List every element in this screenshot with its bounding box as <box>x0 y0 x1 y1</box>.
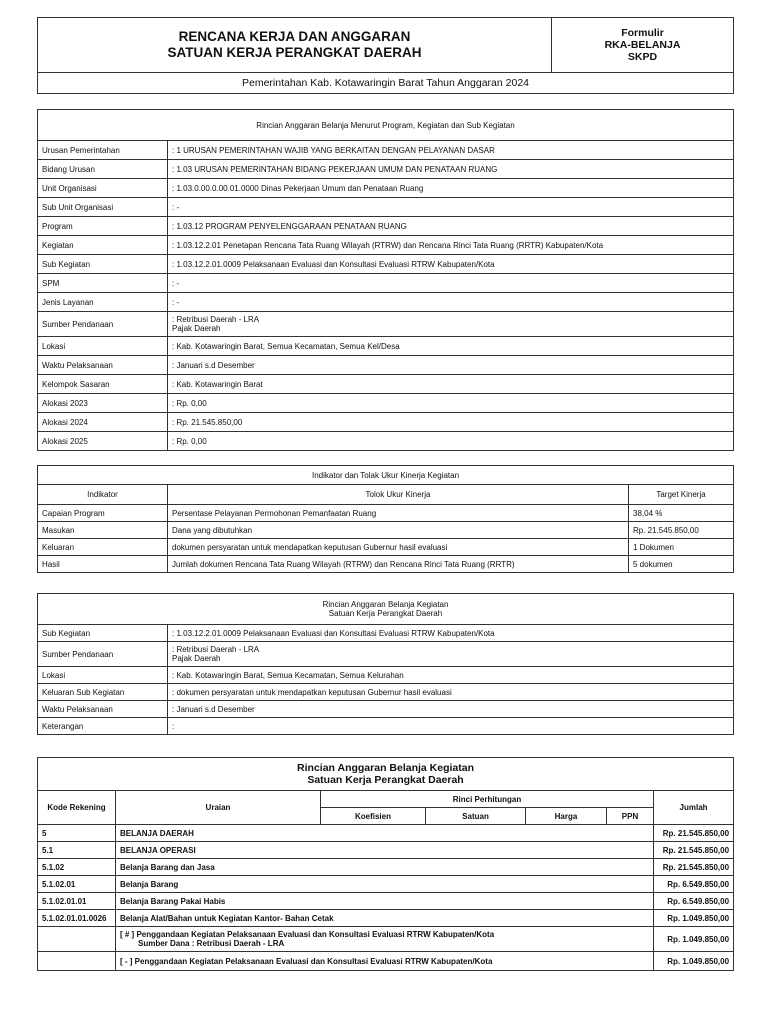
detail-value-line-1: : Retribusi Daerah - LRA <box>172 645 260 654</box>
detail-row <box>38 718 734 735</box>
budget-uraian: BELANJA DAERAH <box>116 825 654 842</box>
detail-row <box>38 236 734 255</box>
detail-row <box>38 337 734 356</box>
detail-row <box>38 179 734 198</box>
section-title-line-2: Satuan Kerja Perangkat Daerah <box>328 609 443 618</box>
detail-value: : Januari s.d Desember <box>168 356 734 375</box>
detail-row <box>38 217 734 236</box>
detail-label: Sub Kegiatan <box>38 255 168 274</box>
detail-row <box>38 375 734 394</box>
column-satuan: Satuan <box>426 808 526 825</box>
detail-row <box>38 312 734 337</box>
detail-value: : - <box>168 293 734 312</box>
detail-label: Alokasi 2024 <box>38 413 168 432</box>
detail-row <box>38 198 734 217</box>
budget-title-line-2: Satuan Kerja Perangkat Daerah <box>307 774 464 786</box>
budget-row <box>38 859 734 876</box>
budget-jumlah: Rp. 6.549.850,00 <box>654 876 734 893</box>
budget-row <box>38 876 734 893</box>
group-line-1: [ # ] Penggandaan Kegiatan Pelaksanaan Evaluasi dan Konsultasi Evaluasi RTRW Kabupaten/Kota <box>120 930 495 939</box>
detail-label: Urusan Pemerintahan <box>38 141 168 160</box>
detail-label: Waktu Pelaksanaan <box>38 701 168 718</box>
column-ppn: PPN <box>607 808 654 825</box>
budget-row <box>38 893 734 910</box>
indicator-row <box>38 539 734 556</box>
section-title-line-1: Rincian Anggaran Belanja Kegiatan <box>322 600 449 609</box>
column-header: Target Kinerja <box>629 485 734 505</box>
form-line-2: RKA-BELANJA <box>604 39 681 51</box>
indicator-row <box>38 556 734 573</box>
detail-label: Jenis Layanan <box>38 293 168 312</box>
column-kode: Kode Rekening <box>38 791 116 825</box>
budget-row <box>38 910 734 927</box>
detail-row <box>38 274 734 293</box>
budget-group-kode <box>38 952 116 971</box>
detail-row <box>38 684 734 701</box>
budget-row <box>38 825 734 842</box>
indicator-target: 1 Dokumen <box>629 539 734 556</box>
form-line-3: SKPD <box>627 51 658 63</box>
detail-label: Sumber Pendanaan <box>38 642 168 667</box>
form-header <box>37 17 734 94</box>
budget-title-line-1: Rincian Anggaran Belanja Kegiatan <box>297 762 475 774</box>
indicator-indikator: Hasil <box>38 556 168 573</box>
detail-value: : - <box>168 198 734 217</box>
budget-group-uraian <box>116 927 654 952</box>
column-harga: Harga <box>526 808 607 825</box>
detail-label: Unit Organisasi <box>38 179 168 198</box>
detail-value: : Kab. Kotawaringin Barat, Semua Kecamatan, Semua Kel/Desa <box>168 337 734 356</box>
detail-value: : 1.03.12.2.01.0009 Pelaksanaan Evaluasi dan Konsultasi Evaluasi RTRW Kabupaten/Kota <box>168 625 734 642</box>
detail-label: Lokasi <box>38 667 168 684</box>
detail-row <box>38 293 734 312</box>
detail-value-line-2: Pajak Daerah <box>172 324 221 333</box>
indicator-target: 38,04 % <box>629 505 734 522</box>
detail-value: : Kab. Kotawaringin Barat <box>168 375 734 394</box>
detail-row <box>38 394 734 413</box>
detail-row <box>38 701 734 718</box>
budget-row <box>38 842 734 859</box>
detail-value: : 1.03 URUSAN PEMERINTAHAN BIDANG PEKERJAAN UMUM DAN PENATAAN RUANG <box>168 160 734 179</box>
detail-label: Alokasi 2025 <box>38 432 168 451</box>
detail-label: Kegiatan <box>38 236 168 255</box>
indicator-tolok: Jumlah dokumen Rencana Tata Ruang Wilayah (RTRW) dan Rencana Rinci Tata Ruang (RRTR) <box>168 556 629 573</box>
budget-group-uraian: [ - ] Penggandaan Kegiatan Pelaksanaan Evaluasi dan Konsultasi Evaluasi RTRW Kabupaten/Kota <box>116 952 654 971</box>
detail-row <box>38 255 734 274</box>
indicator-tolok: Persentase Pelayanan Permohonan Pemanfaatan Ruang <box>168 505 629 522</box>
section-title: Rincian Anggaran Belanja Menurut Program, Kegiatan dan Sub Kegiatan <box>38 110 734 141</box>
column-uraian: Uraian <box>116 791 321 825</box>
detail-value: : - <box>168 274 734 293</box>
budget-group-jumlah: Rp. 1.049.850,00 <box>654 952 734 971</box>
title-line-1: RENCANA KERJA DAN ANGGARAN <box>178 29 411 44</box>
detail-value: : dokumen persyaratan untuk mendapatkan keputusan Gubernur hasil evaluasi <box>168 684 734 701</box>
indicator-row <box>38 505 734 522</box>
detail-label: Sub Kegiatan <box>38 625 168 642</box>
indicator-target: 5 dokumen <box>629 556 734 573</box>
indicator-target: Rp. 21.545.850,00 <box>629 522 734 539</box>
column-koefisien: Koefisien <box>321 808 426 825</box>
detail-value <box>168 312 734 337</box>
budget-kode: 5 <box>38 825 116 842</box>
detail-value-line-2: Pajak Daerah <box>172 654 221 663</box>
detail-label: Sumber Pendanaan <box>38 312 168 337</box>
detail-label: Keluaran Sub Kegiatan <box>38 684 168 701</box>
budget-group-kode <box>38 927 116 952</box>
detail-label: Program <box>38 217 168 236</box>
detail-value: : <box>168 718 734 735</box>
section-title: Indikator dan Tolak Ukur Kinerja Kegiatan <box>38 466 734 485</box>
form-line-1: Formulir <box>621 27 664 39</box>
detail-label: Waktu Pelaksanaan <box>38 356 168 375</box>
detail-row <box>38 160 734 179</box>
budget-jumlah: Rp. 6.549.850,00 <box>654 893 734 910</box>
budget-jumlah: Rp. 21.545.850,00 <box>654 825 734 842</box>
budget-title <box>38 758 734 791</box>
detail-value: : Januari s.d Desember <box>168 701 734 718</box>
detail-row <box>38 356 734 375</box>
title-line-2: SATUAN KERJA PERANGKAT DAERAH <box>167 45 422 60</box>
budget-table <box>37 757 734 971</box>
budget-kode: 5.1.02.01.01.0026 <box>38 910 116 927</box>
budget-uraian: BELANJA OPERASI <box>116 842 654 859</box>
detail-label: SPM <box>38 274 168 293</box>
detail-row <box>38 413 734 432</box>
budget-jumlah: Rp. 21.545.850,00 <box>654 842 734 859</box>
group-line-2: Sumber Dana : Retribusi Daerah - LRA <box>138 939 285 948</box>
detail-label: Bidang Urusan <box>38 160 168 179</box>
detail-value <box>168 642 734 667</box>
budget-kode: 5.1.02.01.01 <box>38 893 116 910</box>
detail-label: Lokasi <box>38 337 168 356</box>
indicator-tolok: Dana yang dibutuhkan <box>168 522 629 539</box>
program-detail-table <box>37 109 734 451</box>
column-header: Tolok Ukur Kinerja <box>168 485 629 505</box>
detail-value: : 1.03.0.00.0.00.01.0000 Dinas Pekerjaan Umum dan Penataan Ruang <box>168 179 734 198</box>
detail-label: Sub Unit Organisasi <box>38 198 168 217</box>
detail-value: : 1.03.12.2.01 Penetapan Rencana Tata Ruang Wilayah (RTRW) dan Rencana Rinci Tata Ruang (RRTR) Kabupaten/Kota <box>168 236 734 255</box>
indicator-indikator: Keluaran <box>38 539 168 556</box>
detail-row <box>38 141 734 160</box>
form-code <box>552 18 734 73</box>
activity-detail-table <box>37 593 734 735</box>
detail-row <box>38 642 734 667</box>
budget-uraian: Belanja Alat/Bahan untuk Kegiatan Kantor- Bahan Cetak <box>116 910 654 927</box>
budget-jumlah: Rp. 21.545.850,00 <box>654 859 734 876</box>
budget-kode: 5.1 <box>38 842 116 859</box>
detail-value-line-1: : Retribusi Daerah - LRA <box>172 315 260 324</box>
detail-value: : Rp. 0,00 <box>168 394 734 413</box>
indicator-indikator: Masukan <box>38 522 168 539</box>
detail-row <box>38 625 734 642</box>
detail-value: : Rp. 21.545.850,00 <box>168 413 734 432</box>
section-title <box>38 594 734 625</box>
column-jumlah: Jumlah <box>654 791 734 825</box>
detail-value: : 1.03.12.2.01.0009 Pelaksanaan Evaluasi dan Konsultasi Evaluasi RTRW Kabupaten/Kota <box>168 255 734 274</box>
detail-value: : 1.03.12 PROGRAM PENYELENGGARAAN PENATAAN RUANG <box>168 217 734 236</box>
budget-uraian: Belanja Barang dan Jasa <box>116 859 654 876</box>
detail-row <box>38 667 734 684</box>
detail-label: Alokasi 2023 <box>38 394 168 413</box>
detail-label: Keterangan <box>38 718 168 735</box>
detail-row <box>38 432 734 451</box>
budget-group-jumlah: Rp. 1.049.850,00 <box>654 927 734 952</box>
column-header: Indikator <box>38 485 168 505</box>
detail-value: : Kab. Kotawaringin Barat, Semua Kecamatan, Semua Kelurahan <box>168 667 734 684</box>
budget-jumlah: Rp. 1.049.850,00 <box>654 910 734 927</box>
detail-value: : 1 URUSAN PEMERINTAHAN WAJIB YANG BERKAITAN DENGAN PELAYANAN DASAR <box>168 141 734 160</box>
document-title <box>38 18 552 73</box>
column-rinci: Rinci Perhitungan <box>321 791 654 808</box>
budget-uraian: Belanja Barang Pakai Habis <box>116 893 654 910</box>
indicator-row <box>38 522 734 539</box>
indicator-indikator: Capaian Program <box>38 505 168 522</box>
detail-value: : Rp. 0,00 <box>168 432 734 451</box>
detail-label: Kelompok Sasaran <box>38 375 168 394</box>
government-line: Pemerintahan Kab. Kotawaringin Barat Tahun Anggaran 2024 <box>38 73 734 94</box>
budget-kode: 5.1.02 <box>38 859 116 876</box>
budget-kode: 5.1.02.01 <box>38 876 116 893</box>
indicator-tolok: dokumen persyaratan untuk mendapatkan keputusan Gubernur hasil evaluasi <box>168 539 629 556</box>
indicator-table <box>37 465 734 573</box>
budget-uraian: Belanja Barang <box>116 876 654 893</box>
